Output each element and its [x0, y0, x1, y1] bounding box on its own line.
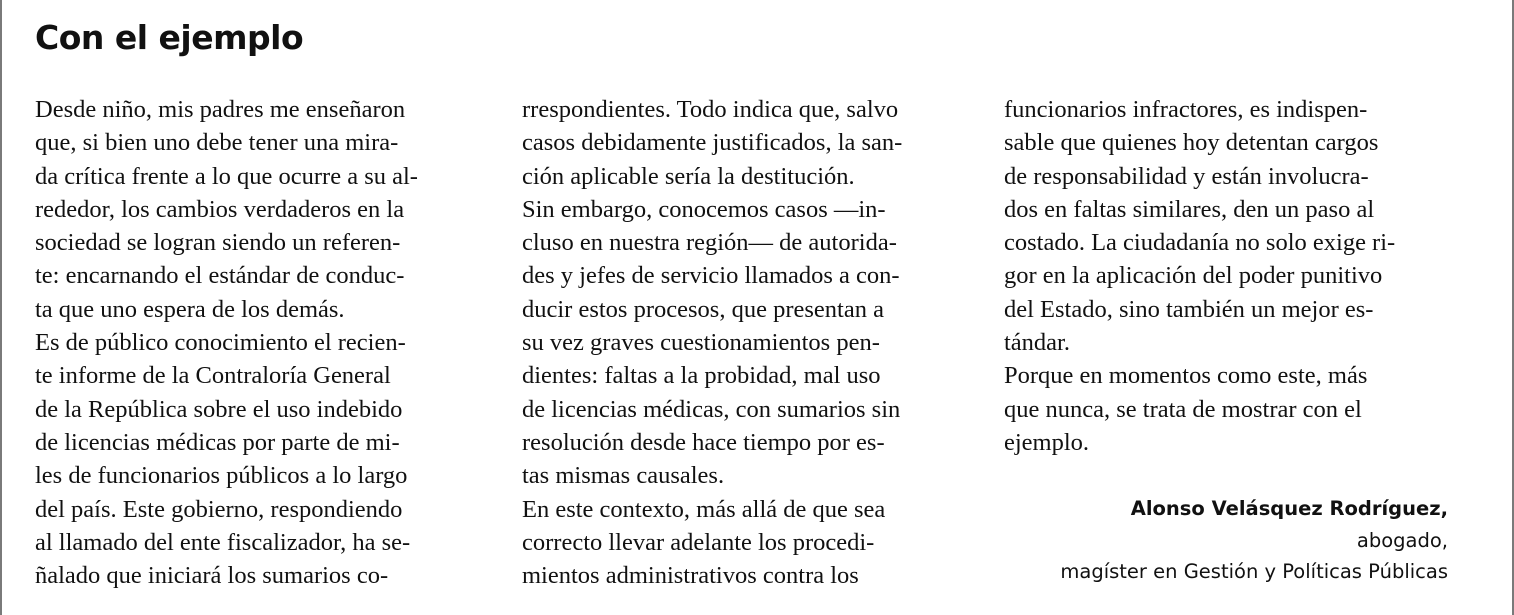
text-line: ta que uno espera de los demás. — [35, 295, 345, 323]
text-line: rededor, los cambios verdaderos en la — [35, 195, 405, 223]
text-line: correcto llevar adelante los procedi- — [522, 528, 875, 556]
text-line: rrespondientes. Todo indica que, salvo — [522, 96, 899, 123]
text-line: ñalado que iniciará los sumarios co- — [35, 562, 389, 590]
text-line: mientos administrativos contra los — [522, 562, 859, 590]
text-line: te informe de la Contraloría General — [35, 362, 391, 390]
text-line: des y jefes de servicio llamados a con- — [522, 262, 900, 290]
author-name: Alonso Velásquez Rodríguez, — [1130, 497, 1448, 520]
text-line: Sin embargo, conocemos casos —in- — [522, 195, 886, 223]
text-line: Desde niño, mis padres me enseñaron — [35, 96, 406, 123]
text-line: de la República sobre el uso indebido — [35, 395, 403, 423]
text-line: les de funcionarios públicos a lo largo — [35, 462, 408, 490]
text-line: costado. La ciudadanía no solo exige ri- — [1004, 229, 1396, 257]
text-line: dientes: faltas a la probidad, mal uso — [522, 362, 881, 390]
text-line: de licencias médicas, con sumarios sin — [522, 395, 901, 423]
text-line: gor en la aplicación del poder punitivo — [1004, 262, 1383, 290]
text-line: sociedad se logran siendo un referen- — [35, 229, 401, 257]
article-column-3 — [1004, 93, 1456, 459]
text-line: que nunca, se trata de mostrar con el — [1004, 395, 1362, 423]
text-line: ción aplicable sería la destitución. — [522, 162, 855, 190]
author-degree: magíster en Gestión y Políticas Públicas — [1060, 560, 1448, 583]
text-line: del país. Este gobierno, respondiendo — [35, 495, 403, 523]
text-line: Porque en momentos como este, más — [1004, 362, 1368, 390]
text-line: de responsabilidad y están involucra- — [1004, 162, 1369, 190]
text-line: su vez graves cuestionamientos pen- — [522, 329, 880, 357]
text-line: En este contexto, más allá de que sea — [522, 495, 886, 523]
text-line: ducir estos procesos, que presentan a — [522, 295, 884, 323]
text-line: que, si bien uno debe tener una mira- — [35, 129, 399, 157]
text-line: dos en faltas similares, den un paso al — [1004, 195, 1375, 223]
text-line: sable que quienes hoy detentan cargos — [1004, 129, 1379, 157]
text-line: funcionarios infractores, es indispen- — [1004, 96, 1368, 123]
article-column-2 — [522, 93, 972, 592]
text-line: del Estado, sino también un mejor es- — [1004, 295, 1374, 323]
article-column-1 — [35, 93, 495, 592]
text-line: casos debidamente justificados, la san- — [522, 129, 903, 157]
text-line: tas mismas causales. — [522, 462, 725, 490]
text-line: resolución desde hace tiempo por es- — [522, 428, 885, 456]
text-line: cluso en nuestra región— de autorida- — [522, 229, 897, 257]
text-line: ejemplo. — [1004, 428, 1090, 456]
text-line: da crítica frente a lo que ocurre a su al- — [35, 162, 418, 190]
text-line: al llamado del ente fiscalizador, ha se- — [35, 528, 411, 556]
article-title: Con el ejemplo — [35, 18, 304, 57]
text-line: te: encarnando el estándar de conduc- — [35, 262, 405, 290]
author-signature — [1004, 493, 1448, 588]
text-line: de licencias médicas por parte de mi- — [35, 428, 400, 456]
text-line: Es de público conocimiento el recien- — [35, 329, 406, 357]
text-line: tándar. — [1004, 329, 1070, 357]
author-profession: abogado, — [1356, 528, 1448, 552]
